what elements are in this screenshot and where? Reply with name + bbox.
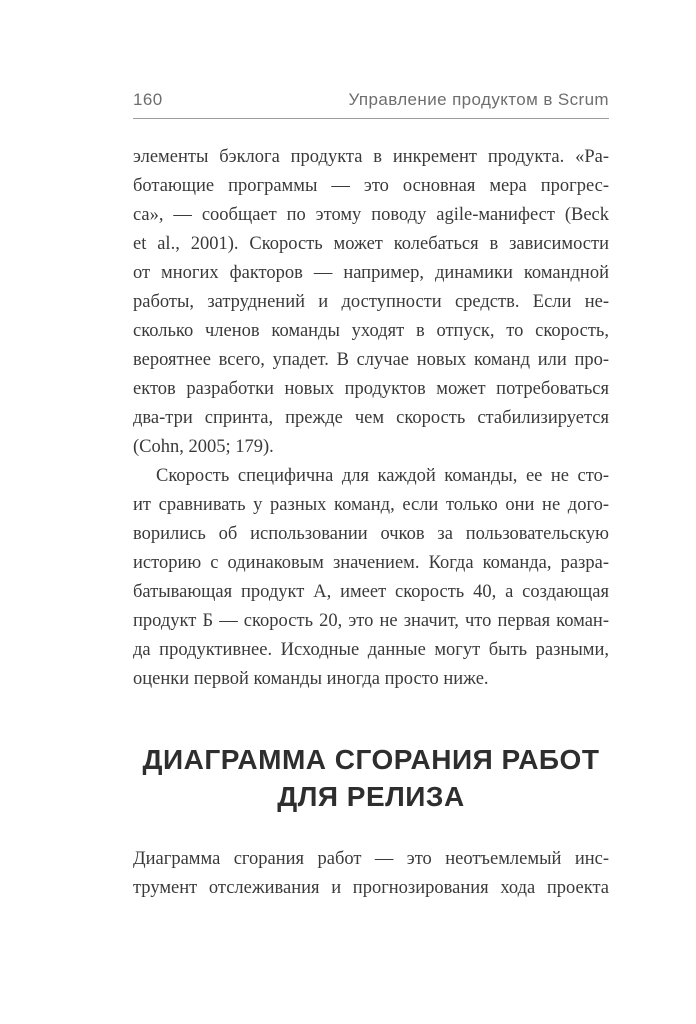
page-number: 160 <box>133 90 163 109</box>
text-line: ектов разработки новых продуктов может потребоваться <box>133 379 609 399</box>
text-line: са», — сообщает по этому поводу agile-манифест (Beck <box>133 205 609 225</box>
text-line: батывающая продукт А, имеет скорость 40, а создающая <box>133 582 609 602</box>
text-line: от многих факторов — например, динамики командной <box>133 263 609 283</box>
section-heading <box>133 741 609 815</box>
text-line: оценки первой команды иногда просто ниже. <box>133 669 489 689</box>
section-heading-line-2: ДЛЯ РЕЛИЗА <box>277 781 465 812</box>
text-line: да продуктивнее. Исходные данные могут быть разными, <box>133 640 609 660</box>
text-line: ворились об использовании очков за пользовательскую <box>133 524 609 544</box>
text-line: продукт Б — скорость 20, это не значит, что первая коман- <box>133 611 609 631</box>
text-line: вероятнее всего, упадет. В случае новых команд или про- <box>133 350 609 370</box>
text-line: элементы бэклога продукта в инкремент продукта. «Ра- <box>133 147 609 167</box>
paragraph-velocity <box>133 143 609 462</box>
text-line: (Cohn, 2005; 179). <box>133 437 274 457</box>
text-line: Диаграмма сгорания работ — это неотъемлемый инс- <box>133 849 609 869</box>
text-line: работы, затруднений и доступности средств. Если не- <box>133 292 609 312</box>
text-line: трумент отслеживания и прогнозирования хода проекта <box>133 878 609 898</box>
paragraph-burndown-intro <box>133 845 609 903</box>
section-heading-line-1: ДИАГРАММА СГОРАНИЯ РАБОТ <box>142 744 600 775</box>
running-title: Управление продуктом в Scrum <box>348 90 609 109</box>
paragraph-team-specific <box>133 462 609 694</box>
text-line: et al., 2001). Скорость может колебаться в зависимости <box>133 234 609 254</box>
text-line: историю с одинаковым значением. Когда команда, разра- <box>133 553 609 573</box>
text-line: ит сравнивать у разных команд, если только они не дого- <box>133 495 609 515</box>
text-line: сколько членов команды уходят в отпуск, то скорость, <box>133 321 609 341</box>
running-header <box>133 0 609 119</box>
text-line: ботающие программы — это основная мера прогрес- <box>133 176 609 196</box>
text-line: два-три спринта, прежде чем скорость стабилизируется <box>133 408 609 428</box>
text-line: Скорость специфична для каждой команды, ее не сто- <box>156 466 609 486</box>
text-column <box>133 0 609 903</box>
